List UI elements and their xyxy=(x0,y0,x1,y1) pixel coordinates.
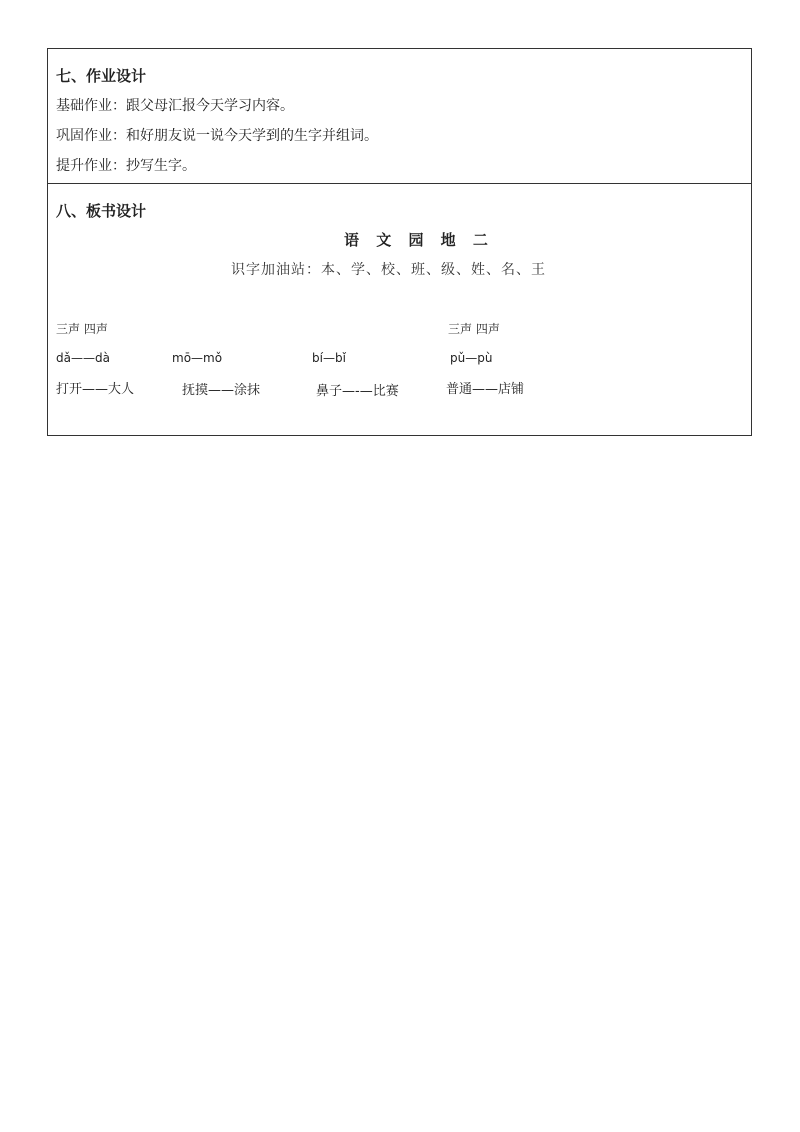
word-pair-da: 打开——大人 xyxy=(56,382,135,397)
pinyin-bi: bí—bǐ xyxy=(312,351,346,365)
pinyin-mo: mō—mǒ xyxy=(172,351,223,365)
consolidation-homework-line: 巩固作业：和好朋友说一说今天学到的生字并组词。 xyxy=(56,128,378,144)
section8-heading: 八、板书设计 xyxy=(56,202,147,220)
word-pair-mo: 抚摸——涂抹 xyxy=(182,383,261,398)
tone-label-right: 三声 四声 xyxy=(448,322,500,336)
pinyin-da: dǎ——dà xyxy=(56,351,110,365)
board-design-section xyxy=(47,183,752,436)
advanced-homework-line: 提升作业：抄写生字。 xyxy=(56,158,196,174)
pinyin-pu: pǔ—pù xyxy=(450,351,493,365)
word-pair-pu: 普通——店铺 xyxy=(446,382,525,397)
section7-heading: 七、作业设计 xyxy=(56,67,147,85)
board-title: 语 文 园 地 二 xyxy=(344,231,494,249)
board-subtitle: 识字加油站：本、学、校、班、级、姓、名、王 xyxy=(231,262,546,278)
basic-homework-line: 基础作业：跟父母汇报今天学习内容。 xyxy=(56,98,294,114)
tone-label-left: 三声 四声 xyxy=(56,322,108,336)
word-pair-bi: 鼻子—-—比赛 xyxy=(316,384,399,399)
